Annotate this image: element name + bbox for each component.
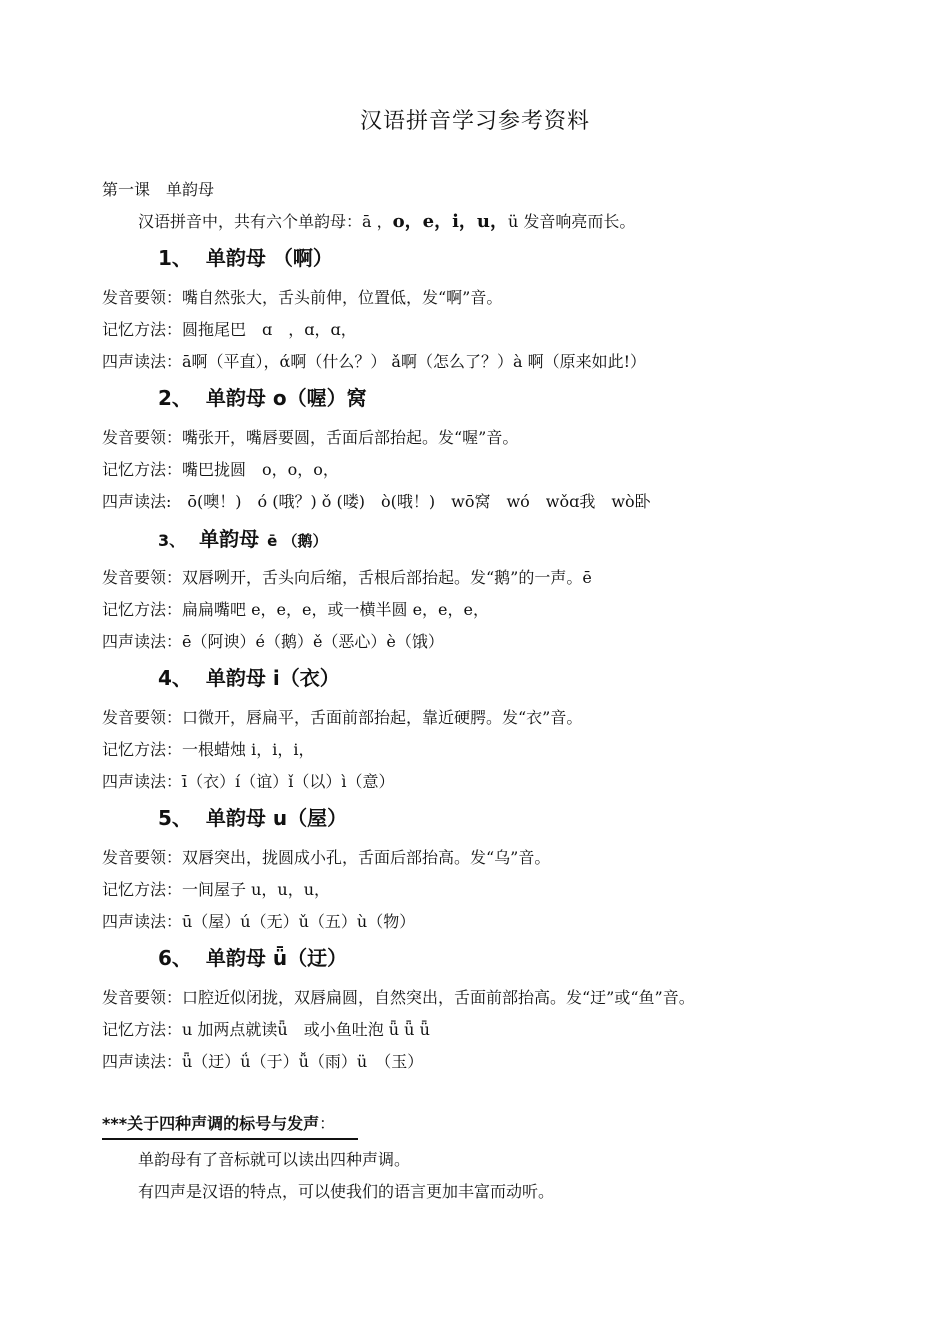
section-title: 单韵母 i（衣） <box>205 666 340 690</box>
section-6-memory: 记忆方法：u 加两点就读ǖ 或小鱼吐泡 ǖ ǖ ǖ <box>102 1020 430 1039</box>
section-number: 5、 <box>158 806 192 830</box>
lesson-heading: 第一课 单韵母 <box>102 180 215 199</box>
section-1-heading <box>158 246 333 270</box>
intro-prefix: 汉语拼音中，共有六个单韵母：ā ， <box>138 212 393 231</box>
section-4-memory: 记忆方法：一根蜡烛 i，i，i， <box>102 740 315 759</box>
heading-underline <box>102 1138 358 1140</box>
section-6-heading <box>158 946 347 970</box>
intro-suffix: ü 发音响亮而长。 <box>508 212 636 231</box>
section-5-memory: 记忆方法：一间屋子 u，u，u， <box>102 880 331 899</box>
section-number: 2、 <box>158 386 192 410</box>
section-1-memory: 记忆方法：圆拖尾巴 ɑ ，ɑ，ɑ， <box>102 320 357 339</box>
tone-note-title: ***关于四种声调的标号与发声 <box>102 1114 320 1133</box>
tone-note-line-2: 有四声是汉语的特点，可以使我们的语言更加丰富而动听。 <box>138 1182 555 1201</box>
section-title: 单韵母 <box>199 527 260 551</box>
section-5-pronounce: 发音要领：双唇突出，拢圆成小孔，舌面后部抬高。发“乌”音。 <box>102 848 551 867</box>
section-4-tones: 四声读法：ī（衣）í（谊）ǐ（以）ì（意） <box>102 772 395 791</box>
section-6-pronounce: 发音要领：口腔近似闭拢，双唇扁圆，自然突出，舌面前部抬高。发“迂”或“鱼”音。 <box>102 988 695 1007</box>
section-number: 6、 <box>158 946 192 970</box>
section-title: 单韵母 （啊） <box>205 246 333 270</box>
section-2-tones: 四声读法: ō(噢！) ó (哦？) ǒ (喽) ò(哦！) wō窝 wó wǒɑ我 wò卧 <box>102 492 651 511</box>
section-number: 1、 <box>158 246 192 270</box>
intro-letters: o，e，i，u， <box>392 211 509 232</box>
section-4-pronounce: 发音要领：口微开，唇扁平，舌面前部抬起，靠近硬腭。发“衣”音。 <box>102 708 583 727</box>
section-letter: ē （鹅） <box>267 532 328 550</box>
section-5-tones: 四声读法：ū（屋）ú（无）ǔ（五）ù（物） <box>102 912 416 931</box>
tone-note-colon: ： <box>319 1114 336 1133</box>
section-title: 单韵母 ǖ（迂） <box>205 946 348 970</box>
page-title: 汉语拼音学习参考资料 <box>359 109 590 134</box>
section-3-tones: 四声读法：ē（阿谀）é（鹅）ě（恶心）è（饿） <box>102 632 444 651</box>
section-1-tones: 四声读法：ā啊（平直），ά啊（什么？） ǎ啊（怎么了？）à 啊（原来如此!） <box>102 352 647 371</box>
section-3-memory: 记忆方法：扁扁嘴吧 e，e，e，或一横半圆 e，e，e， <box>102 600 489 619</box>
section-2-memory: 记忆方法：嘴巴拢圆 o，o，o， <box>102 460 339 479</box>
section-4-heading <box>158 666 340 690</box>
section-title: 单韵母 u（屋） <box>205 806 348 830</box>
section-2-heading <box>158 386 367 410</box>
section-number: 4、 <box>158 666 192 690</box>
tone-note-line-1: 单韵母有了音标就可以读出四种声调。 <box>138 1150 411 1169</box>
section-6-tones: 四声读法：ǖ（迂）ǘ（于）ǚ（雨）ü （玉） <box>102 1052 424 1071</box>
tone-note-heading <box>102 1113 335 1135</box>
section-5-heading <box>158 806 347 830</box>
intro-paragraph <box>138 212 635 232</box>
section-2-pronounce: 发音要领：嘴张开，嘴唇要圆，舌面后部抬起。发“喔”音。 <box>102 428 519 447</box>
section-title: 单韵母 o（喔）窝 <box>205 386 367 410</box>
section-3-heading <box>158 527 328 553</box>
section-1-pronounce: 发音要领：嘴自然张大，舌头前伸，位置低，发“啊”音。 <box>102 288 503 307</box>
section-3-pronounce: 发音要领：双唇咧开，舌头向后缩，舌根后部抬起。发“鹅”的一声。ē <box>102 568 592 587</box>
section-number: 3、 <box>158 531 186 550</box>
